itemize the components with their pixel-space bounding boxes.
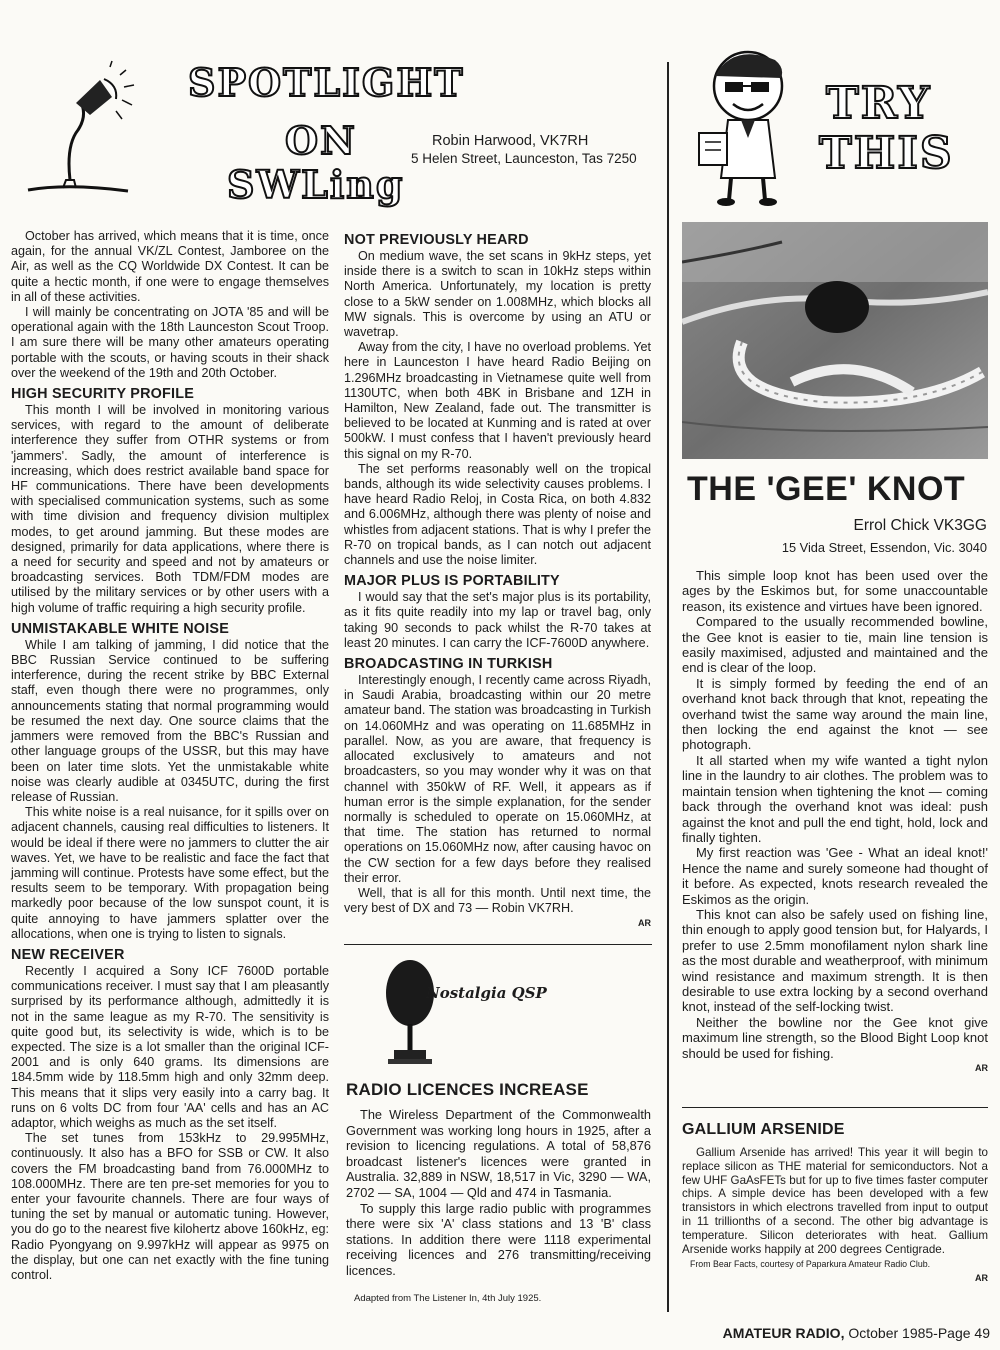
gee-knot-paragraph: Compared to the usually recommended bowline, the Gee knot is easier to tie, main line tension is easily maximised, adjusted and maintained and the end is clear of the loop. — [682, 614, 988, 676]
gallium-source: From Bear Facts, courtesy of Paparkura Amateur Radio Club. — [690, 1259, 931, 1270]
nostalgia-logo-text: Nostalgia QSP — [426, 984, 547, 1002]
try-this-title-line1: TRY — [826, 78, 932, 129]
gee-knot-paragraph: Neither the bowline nor the Gee knot give maximum line strength, so the Blood Bight Loop knot should be used for fishing. — [682, 1014, 988, 1061]
spotlight-lamp-illustration — [8, 55, 158, 205]
spotlight-title-line3: SWLing — [227, 162, 405, 207]
section-heading: NOT PREVIOUSLY HEARD — [344, 232, 529, 248]
section-paragraph: This white noise is a real nuisance, for it spills over on adjacent channels, causing real difficulties to listeners. It would be ideal if there were no jammers to clutter the air waves. Yet, we have to be realistic and face the fact that jamming will continue. Protests have some effect, but the results seem to be temporary. With propagation being markedly poor because of the low sunspot count, it is quite annoying to have jammers splatter over the allocations, when one is trying to listen to signals. — [11, 805, 329, 941]
nostalgia-paragraph: To supply this large radio public with programmes there were six 'A' class stations and 13 'B' class stations. In addition there were 1118 experimental receiving licences and 276 transmitting/receiving licences. — [346, 1200, 651, 1278]
spotlight-author-name: Robin Harwood, VK7RH — [432, 133, 589, 149]
end-mark: AR — [975, 1273, 988, 1284]
gee-knot-author-address: 15 Vida Street, Essendon, Vic. 3040 — [781, 540, 987, 555]
gee-knot-article — [682, 568, 988, 1076]
section-heading: UNMISTAKABLE WHITE NOISE — [11, 620, 229, 637]
spotlight-intro-p1: October has arrived, which means that it is time, once again, for the annual VK/ZL Contest, Jamboree on the Air, as well as the CQ Worldwide DX Contest. It can be quite a hectic month, if one were to engage themselves in all of these activities. — [11, 229, 329, 304]
nostalgia-logo — [380, 958, 580, 1068]
spotlight-title-line1: SPOTLIGHT — [188, 60, 465, 105]
section-paragraph: The set performs reasonably well on the tropical bands, although its wide selectivity causes problems. I have heard Radio Reloj, in Costa Rica, on both 4.832 and 6.006MHz, although there was plenty of noise and whistles from adjacent stations. That is why I prefer the R-70 on tropical bands, as I can notch out adjacent channels and use the noise limiter. — [344, 461, 651, 568]
gallium-paragraph: Gallium Arsenide has arrived! This year it will begin to replace silicon as THE material for semiconductors. Not a few UHF GaAsFETs but for up to five times faster computer chips. A simple device has been developed with a few transistors in which electrons travelled from input to output in 11 trillionths of a second. The other big advantage is temperature. Silicon deteriorates with heat. Gallium Arsenide works happily at 200 degrees Centigrade. — [682, 1146, 988, 1256]
spotlight-author-address: 5 Helen Street, Launceston, Tas 7250 — [411, 151, 637, 166]
section-paragraph: Away from the city, I have no overload problems. Yet here in Launceston I have heard Radio Beijing on 1.296MHz broadcasting in Vietnamese quite well from 1130UTC, when both 4BK in Brisbane and 1ZH in Hamilton, New Zealand, fade out. The transmitter is believed to be located at Kunming and is rated at over 500kW. I must confess that I haven't previously heard this signal on my R-70. — [344, 340, 651, 461]
spotlight-column-2 — [344, 231, 651, 932]
nostalgia-paragraph: The Wireless Department of the Commonwealth Government was working long hours in 1925, after a revision to licencing regulations. A total of 58,876 broadcast listener's licences were granted in Australia. 32,889 in NSW, 18,517 in Vic, 3290 — WA, 2702 — SA, 1004 — Qld and 474 in Tasmania. — [346, 1107, 651, 1200]
section-heading: MAJOR PLUS IS PORTABILITY — [344, 573, 560, 590]
gee-knot-paragraph: It is simply formed by feeding the end of an overhand knot back through that knot, repeating the overhand twist the same way around the main line, then locking the end against the knot — see photograph. — [682, 675, 988, 753]
section-heading: HIGH SECURITY PROFILE — [11, 386, 195, 403]
spotlight-column-1 — [11, 229, 329, 1283]
section-paragraph: Well, that is all for this month. Until next time, the very best of DX and 73 — Robin VK7RH. — [344, 885, 651, 916]
section-paragraph: The set tunes from 153kHz to 29.995MHz, continuously. It also has a BFO for SSB or CW. It also covers the FM broadcasting band from 76.000MHz to 108.000MHz. There are ten pre-set memories for you to enter your favourite channels. There are four ways of tuning the set by manual or automatic tuning. However, you do go to the nearest five kilohertz above 160kHz, eg: Radio Pyongyang on 9.997kHz will appear as 9975 on the display, but one can net exactly with the fine tuning control. — [11, 1131, 329, 1282]
gallium-divider — [682, 1107, 988, 1108]
end-mark: AR — [975, 1063, 988, 1073]
spotlight-intro-p2: I will mainly be concentrating on JOTA '85 and will be operational again with the 18th Launceston Scout Troop. I am sure there will be many other amateurs operating portable with the scouts, or having scouts in their shack over the weekend of the 19th and 20th October. — [11, 305, 329, 380]
nostalgia-article — [346, 1079, 651, 1306]
section-paragraph: While I am talking of jamming, I did notice that the BBC Russian Service continued to be suffering interference, during the recent strike by BBC External staff, even though there were no programmes, only announcements stating that normal programming would be resumed the next day. One source claims that the jammers were removed from the BBC's Russian and other language groups of the USSR, but this may have been on later time slots. Yet the unmistakable white noise was clearly audible at 0345UTC, during the first release of Russian. — [11, 637, 329, 804]
page-footer — [723, 1325, 990, 1341]
gee-knot-paragraph: It all started when my wife wanted a tight nylon line in the laundry to air clothes. The problem was to maintain tension when tightening the knot — coming back through the overhand knot was ideal: push against the knot and pull the end tight, hold, lock and finally tighten. — [682, 752, 988, 845]
nostalgia-heading: RADIO LICENCES INCREASE — [346, 1080, 589, 1099]
vintage-speaker-icon — [380, 958, 440, 1068]
gee-knot-paragraph: My first reaction was 'Gee - What an ideal knot!' Hence the name and surely someone had thought of it before. As expected, knots research revealed the Eskimos as the origin. — [682, 845, 988, 907]
end-mark: AR — [638, 918, 651, 929]
section-paragraph: On medium wave, the set scans in 9kHz steps, yet inside there is a switch to scan in 10kHz steps within North America. Unfortunately, my location is pretty close to a 5kW sender on 1.008MHz, which blocks all MW signals. This is overcome by using an ATU or wavetrap. — [344, 249, 651, 340]
knot-photograph — [682, 222, 988, 459]
nostalgia-divider — [344, 944, 652, 945]
gallium-heading: GALLIUM ARSENIDE — [682, 1121, 845, 1138]
nostalgia-source: Adapted from The Listener In, 4th July 1925. — [354, 1292, 542, 1304]
section-heading: BROADCASTING IN TURKISH — [344, 656, 553, 673]
section-paragraph: This month I will be involved in monitoring various services, with regard to the amount of deliberate interference they suffer from OTHR systems or from 'jammers'. Sadly, the amount of interference is increasing, which does restrict available band space for HF communications. There have been developments with specialised communication systems, such as some with time division and frequency division multiplex modes, to get around jamming. But these modes are designed, primarily for data applications, where there is a need for security and speed and not by amateurs or broadcasting services. Both TDM/FDM modes are utilised by the military services or by other users with a high volume of traffic requiring a high security profile. — [11, 403, 329, 615]
try-this-title-line2: THIS — [819, 128, 954, 179]
column-separator — [667, 62, 669, 1312]
cartoon-boy-illustration — [693, 38, 803, 208]
gee-knot-paragraph: This knot can also be safely used on fishing line, thin enough to apply good tension but, for Halyards, I prefer to use 2.5mm monofilament nylon shark line as the most durable and weatherproof, with minimum wind resistance and maximum strength. It is then desirable to use extra locking by a second overhand knot, instead of the self-locking twist. — [682, 906, 988, 1015]
gee-knot-author-name: Errol Chick VK3GG — [853, 517, 987, 534]
gee-knot-title: THE 'GEE' KNOT — [687, 470, 966, 508]
section-paragraph: Recently I acquired a Sony ICF 7600D portable communications receiver. I must say that I am pleasantly surprised by its performance although, admittedly it is not in the same league as my R-70. The sensitivity is quite good but, its selectivity is wide, which is to be expected. The size is a lot smaller than the original ICF-2001 and is only 640 grams. Its dimensions are 184.5mm wide by 118.5mm high and only 32mm deep. This means that it slips very easily into a carry bag. It runs on 6 volts DC from four 'AA' cells and has an AC adaptor, which weighs as much as the set itself. — [11, 963, 329, 1130]
spotlight-title-line2: ON — [285, 118, 357, 163]
section-paragraph: I would say that the set's major plus is its portability, as it fits quite readily into my lap or travel bag, only taking 90 seconds to pack whilst the R-70 takes at least 20 minutes. I can carry the ICF-7600D anywhere. — [344, 590, 651, 650]
footer-issue: October 1985-Page 49 — [848, 1325, 990, 1341]
gee-knot-paragraph: This simple loop knot has been used over the ages by the Eskimos but, for some unaccountable reason, its existence and virtues have been ignored. — [682, 568, 988, 614]
footer-magazine: AMATEUR RADIO, — [722, 1325, 845, 1341]
section-paragraph: Interestingly enough, I recently came across Riyadh, in Saudi Arabia, broadcasting within our 20 metre amateur band. The station was broadcasting in Turkish on 14.060MHz and was operating on 11.685MHz in parallel. Now, as you are aware, that frequency is allocated exclusively to amateurs and not broadcasters, so you may wonder why it was on that channel with 350kW of RF. Well, it appears as if human error is the simple explanation, for the sender normally is scheduled to operate on 15.060MHz, at that time. The station has returned to normal operations on 15.060MHz now, after causing havoc on the CW section for a few days before they realised their error. — [344, 673, 651, 885]
section-heading: NEW RECEIVER — [11, 946, 125, 963]
gallium-article — [682, 1120, 988, 1286]
